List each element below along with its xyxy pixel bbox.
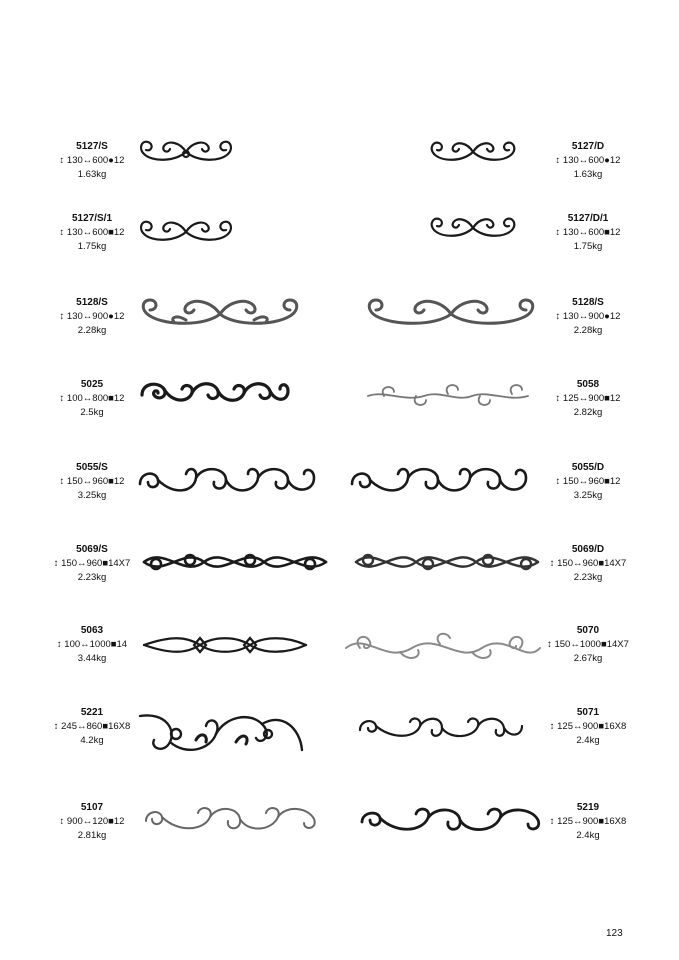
product-label-left-4	[42, 461, 142, 503]
scroll-ornament-image	[362, 294, 540, 330]
scroll-ornament-image	[134, 134, 238, 168]
product-label-left-5	[42, 543, 142, 585]
scroll-ornament-image	[134, 462, 320, 502]
product-dimensions: ↕ 130↔600●12	[555, 155, 621, 166]
product-weight: 2.81kg	[77, 830, 107, 841]
product-code: 5127/D	[571, 141, 605, 152]
product-label-left-6	[42, 624, 142, 666]
product-code: 5128/S	[76, 297, 108, 308]
scroll-ornament-image	[342, 628, 544, 668]
product-weight: 2.82kg	[573, 407, 603, 418]
product-code: 5025	[80, 379, 104, 390]
scroll-ornament-image	[138, 803, 322, 837]
product-code: 5069/S	[76, 544, 108, 555]
product-dimensions: ↕ 125↔900■16X8	[549, 816, 627, 827]
scroll-ornament-image	[356, 804, 546, 838]
product-label-right-2	[538, 296, 638, 338]
product-weight: 2.23kg	[573, 572, 603, 583]
product-label-left-0	[42, 140, 142, 182]
product-label-right-1	[538, 212, 638, 254]
product-code: 5127/S/1	[71, 213, 113, 224]
product-weight: 1.63kg	[573, 169, 603, 180]
product-weight: 2.28kg	[77, 325, 107, 336]
product-label-right-3	[538, 378, 638, 420]
product-dimensions: ↕ 150↔960■12	[59, 476, 125, 487]
product-dimensions: ↕ 150↔960■14X7	[53, 558, 131, 569]
product-label-right-4	[538, 461, 638, 503]
product-code: 5128/S	[572, 297, 604, 308]
product-dimensions: ↕ 130↔900●12	[59, 311, 125, 322]
scroll-ornament-image	[140, 542, 330, 582]
product-dimensions: ↕ 150↔960■14X7	[549, 558, 627, 569]
product-weight: 1.63kg	[77, 169, 107, 180]
product-label-right-5	[538, 543, 638, 585]
product-dimensions: ↕ 130↔900●12	[555, 311, 621, 322]
product-weight: 3.44kg	[77, 653, 107, 664]
product-code: 5055/D	[571, 462, 605, 473]
product-dimensions: ↕ 245↔860■16X8	[53, 721, 131, 732]
product-dimensions: ↕ 100↔1000■14	[56, 639, 128, 650]
product-dimensions: ↕ 130↔600■12	[555, 227, 621, 238]
product-dimensions: ↕ 130↔600■12	[59, 227, 125, 238]
scroll-ornament-image	[136, 294, 304, 330]
scroll-ornament-image	[426, 212, 520, 242]
scroll-ornament-image	[352, 542, 542, 582]
product-weight: 2.4kg	[576, 735, 600, 746]
product-dimensions: ↕ 125↔900■16X8	[549, 721, 627, 732]
product-label-right-7	[538, 706, 638, 748]
scroll-ornament-image	[346, 462, 532, 502]
product-code: 5219	[576, 802, 600, 813]
product-weight: 2.28kg	[573, 325, 603, 336]
product-label-left-2	[42, 296, 142, 338]
product-dimensions: ↕ 900↔120■12	[59, 816, 125, 827]
page-number: 123	[606, 928, 623, 939]
diamond-bar-ornament-image	[140, 632, 310, 658]
product-dimensions: ↕ 150↔1000■14X7	[547, 639, 629, 650]
product-code: 5055/S	[76, 462, 108, 473]
product-weight: 2.67kg	[573, 653, 603, 664]
product-code: 5069/D	[571, 544, 605, 555]
product-dimensions: ↕ 100↔800■12	[59, 393, 125, 404]
scroll-ornament-image	[364, 380, 532, 410]
product-weight: 4.2kg	[80, 735, 104, 746]
product-code: 5058	[576, 379, 600, 390]
product-label-right-8	[538, 801, 638, 843]
scroll-ornament-image	[426, 136, 520, 166]
leaf-scroll-ornament-image	[136, 710, 308, 760]
product-code: 5070	[576, 625, 600, 636]
product-code: 5063	[80, 625, 104, 636]
scroll-ornament-image	[356, 712, 526, 746]
product-code: 5107	[80, 802, 104, 813]
product-weight: 2.4kg	[576, 830, 600, 841]
product-label-left-8	[42, 801, 142, 843]
product-label-left-3	[42, 378, 142, 420]
product-dimensions: ↕ 150↔960■12	[555, 476, 621, 487]
product-label-right-6	[538, 624, 638, 666]
scroll-ornament-image	[134, 214, 238, 248]
product-code: 5127/S	[76, 141, 108, 152]
product-dimensions: ↕ 125↔900■12	[555, 393, 621, 404]
product-weight: 3.25kg	[77, 490, 107, 501]
scroll-ornament-image	[136, 377, 294, 411]
product-weight: 1.75kg	[573, 241, 603, 252]
product-code: 5127/D/1	[567, 213, 609, 224]
product-weight: 3.25kg	[573, 490, 603, 501]
product-code: 5221	[80, 707, 104, 718]
product-weight: 1.75kg	[77, 241, 107, 252]
product-label-left-7	[42, 706, 142, 748]
product-code: 5071	[576, 707, 600, 718]
product-label-left-1	[42, 212, 142, 254]
product-dimensions: ↕ 130↔600●12	[59, 155, 125, 166]
product-weight: 2.23kg	[77, 572, 107, 583]
product-label-right-0	[538, 140, 638, 182]
product-weight: 2.5kg	[80, 407, 104, 418]
